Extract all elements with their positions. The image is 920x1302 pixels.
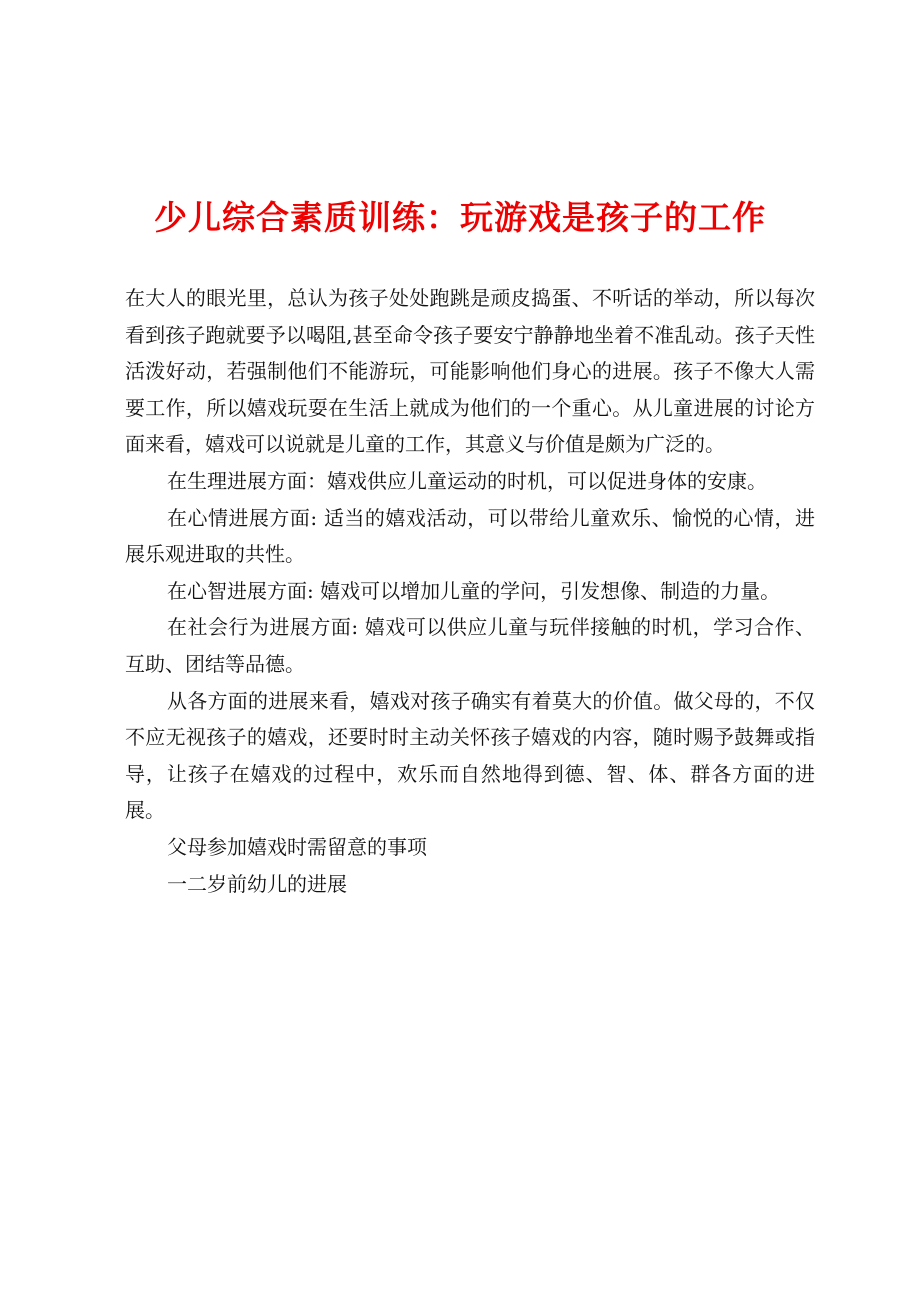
paragraph-intellectual: 在心智进展方面: 嬉戏可以增加儿童的学问，引发想像、制造的力量。 — [167, 578, 781, 603]
paragraph-physical: 在生理进展方面：嬉戏供应儿童运动的时机，可以促进身体的安康。 — [167, 468, 767, 493]
paragraph-intro: 在大人的眼光里，总认为孩子处处跑跳是顽皮捣蛋、不听话的举动，所以每次看到孩子跑就要予以喝阻,甚至命令孩子要安宁静静地坐着不准乱动。孩子天性活泼好动，若强制他们不能游玩，可能影响他们身心的进展。孩子不像大人需要工作，所以嬉戏玩耍在生活上就成为他们的一个重心。从儿童进展的讨论方面来看，嬉戏可以说就是儿童的工作，其意义与价值是颇为广泛的。 — [125, 286, 815, 457]
paragraph-emotional: 在心情进展方面: 适当的嬉戏活动，可以带给儿童欢乐、愉悦的心情，进展乐观进取的共性。 — [125, 505, 815, 567]
document-title: 少儿综合素质训练：玩游戏是孩子的工作 — [154, 198, 766, 237]
section-heading-parents: 父母参加嬉戏时需留意的事项 — [167, 834, 427, 859]
paragraph-conclusion: 从各方面的进展来看，嬉戏对孩子确实有着莫大的价值。做父母的，不仅不应无视孩子的嬉戏，还要时时主动关怀孩子嬉戏的内容，随时赐予鼓舞或指导，让孩子在嬉戏的过程中，欢乐而自然地得到德、智、体、群各方面的进展。 — [125, 688, 815, 823]
paragraph-social: 在社会行为进展方面: 嬉戏可以供应儿童与玩伴接触的时机，学习合作、互助、团结等品德。 — [125, 615, 815, 676]
section-heading-toddlers: 一二岁前幼儿的进展 — [167, 871, 347, 896]
document-body — [125, 280, 815, 902]
